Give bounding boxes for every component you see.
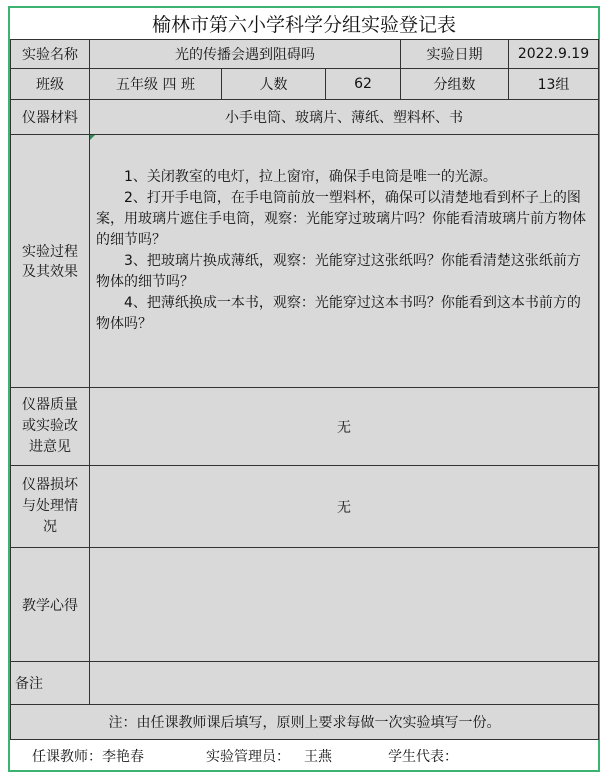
process-label <box>11 135 90 388</box>
class-label: 班级 <box>11 69 90 100</box>
reflection-value[interactable] <box>90 548 599 662</box>
process-step: 1、关闭教室的电灯，拉上窗帘，确保手电筒是唯一的光源。 <box>124 169 497 185</box>
experiment-date-label: 实验日期 <box>401 40 509 69</box>
materials-row <box>11 100 599 135</box>
experiment-record-sheet <box>8 6 600 772</box>
class-value[interactable]: 五年级 四 班 <box>90 69 222 100</box>
quality-row <box>11 388 599 466</box>
experiment-name-row <box>11 40 599 69</box>
student-count-value[interactable]: 62 <box>326 69 401 100</box>
process-content[interactable] <box>90 135 599 388</box>
remarks-row <box>11 662 599 705</box>
group-count-value[interactable]: 13组 <box>509 69 599 100</box>
damage-label <box>11 466 90 548</box>
experiment-name-value[interactable]: 光的传播会遇到阻碍吗 <box>90 40 401 69</box>
damage-label-text: 仪器损坏与处理情况 <box>22 477 78 535</box>
manager-name[interactable]: 王燕 <box>304 748 332 765</box>
reflection-label: 教学心得 <box>11 548 90 662</box>
process-step: 4、把薄纸换成一本书，观察：光能穿过这本书吗？你能看到这本书前方的物体吗？ <box>96 295 581 332</box>
damage-row <box>11 466 599 548</box>
materials-value[interactable]: 小手电筒、玻璃片、薄纸、塑料杯、书 <box>90 100 599 135</box>
manager-label: 实验管理员： <box>206 748 290 765</box>
damage-value[interactable]: 无 <box>90 466 599 548</box>
group-count-label: 分组数 <box>401 69 509 100</box>
quality-label <box>11 388 90 466</box>
cell-comment-marker-icon <box>90 135 95 140</box>
student-representative-label: 学生代表： <box>388 748 458 765</box>
remarks-value[interactable] <box>90 662 599 705</box>
teacher-name[interactable]: 李艳春 <box>102 748 144 765</box>
quality-label-text: 仪器质量或实验改进意见 <box>22 397 78 455</box>
record-form-table <box>10 39 599 740</box>
sheet-title: 榆林市第六小学科学分组实验登记表 <box>151 14 456 36</box>
process-step: 3、把玻璃片换成薄纸，观察：光能穿过这张纸吗？你能看清楚这张纸前方物体的细节吗？ <box>96 253 581 290</box>
note-row <box>11 705 599 740</box>
quality-value[interactable]: 无 <box>90 388 599 466</box>
instruction-note: 注：由任课教师课后填写，原则上要求每做一次实验填写一份。 <box>11 705 599 740</box>
class-row <box>11 69 599 100</box>
teacher-label: 任课教师： <box>32 748 102 765</box>
experiment-date-value[interactable]: 2022.9.19 <box>509 40 599 69</box>
remarks-label: 备注 <box>11 662 90 705</box>
process-row <box>11 135 599 388</box>
process-step: 2、打开手电筒，在手电筒前放一塑料杯，确保可以清楚地看到杯子上的图案，用玻璃片遮住手电筒，观察：光能穿过玻璃片吗？你能看清玻璃片前方物体的细节吗？ <box>96 190 586 248</box>
materials-label: 仪器材料 <box>11 100 90 135</box>
experiment-name-label: 实验名称 <box>11 40 90 69</box>
process-label-text: 实验过程及其效果 <box>22 244 78 280</box>
signature-footer <box>10 741 598 770</box>
reflection-row <box>11 548 599 662</box>
student-count-label: 人数 <box>222 69 326 100</box>
